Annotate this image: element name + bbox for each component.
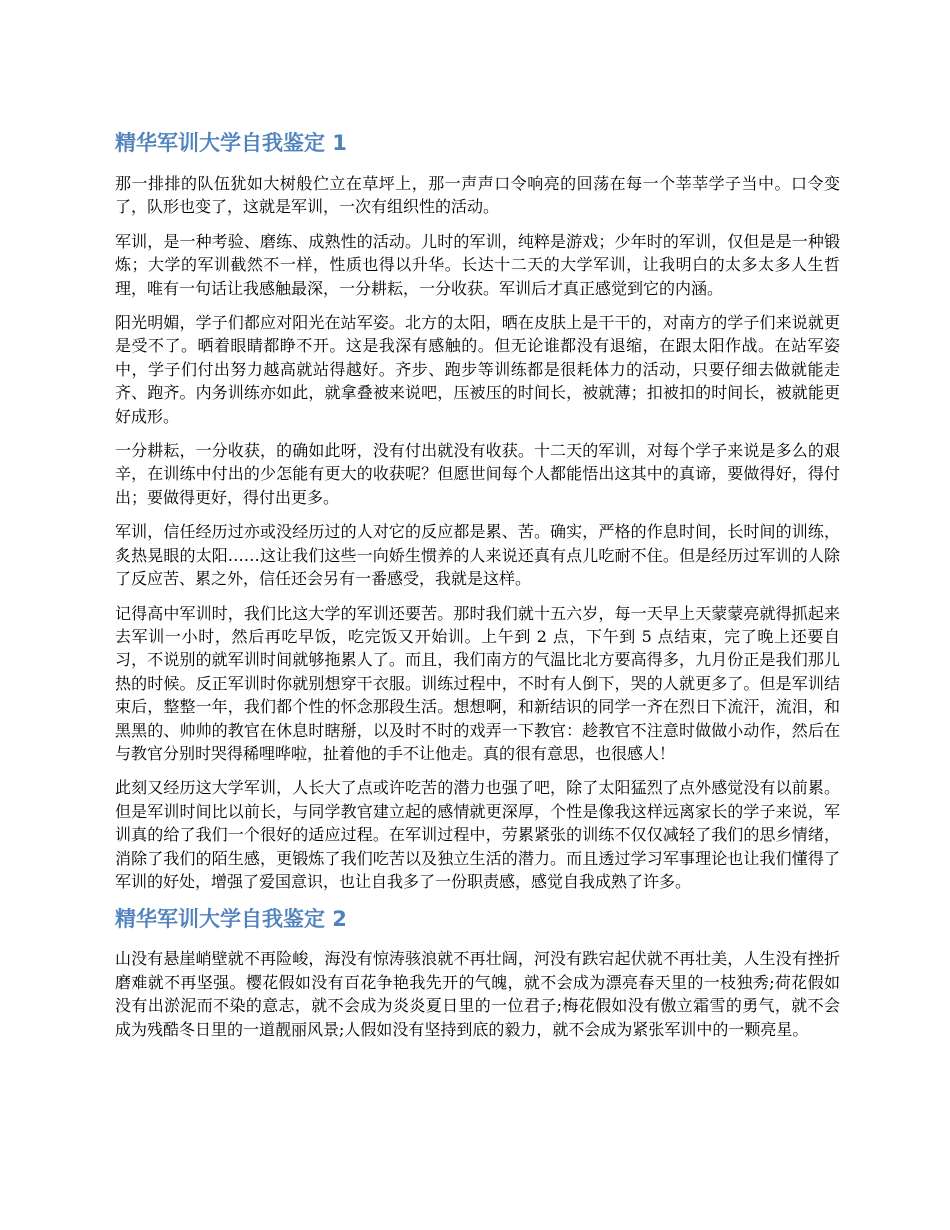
document-page xyxy=(115,128,840,1052)
paragraph: 一分耕耘，一分收获，的确如此呀，没有付出就没有收获。十二天的军训，对每个学子来说是多么的艰辛，在训练中付出的少怎能有更大的收获呢？但愿世间每个人都能悟出这其中的真谛，要做得好，得付出；要做得更好，得付出更多。 xyxy=(115,441,840,507)
paragraph: 军训，是一种考验、磨练、成熟性的活动。儿时的军训，纯粹是游戏；少年时的军训，仅但是是一种锻炼；大学的军训截然不一样，性质也得以升华。长达十二天的大学军训，让我明白的太多太多人生哲理，唯有一句话让我感触最深，一分耕耘，一分收获。军训后才真正感觉到它的内涵。 xyxy=(115,231,840,298)
paragraph: 军训，信任经历过亦或没经历过的人对它的反应都是累、苦。确实，严格的作息时间，长时间的训练，炙热晃眼的太阳……这让我们这些一向娇生惯养的人来说还真有点儿吃耐不住。但是经历过军训的人除了反应苦、累之外，信任还会另有一番感受，我就是这样。 xyxy=(115,522,840,589)
paragraph: 那一排排的队伍犹如大树般伫立在草坪上，那一声声口令响亮的回荡在每一个莘莘学子当中。口令变了，队形也变了，这就是军训，一次有组织性的活动。 xyxy=(115,174,840,217)
section-title: 精华军训大学自我鉴定 2 xyxy=(115,907,347,932)
section-title: 精华军训大学自我鉴定 1 xyxy=(115,131,347,155)
paragraph: 此刻又经历这大学军训，人长大了点或许吃苦的潜力也强了吧，除了太阳猛烈了点外感觉没有以前累。但是军训时间比以前长，与同学教官建立起的感情就更深厚，个性是像我这样远离家长的学子来说，军训真的给了我们一个很好的适应过程。在军训过程中，劳累紧张的训练不仅仅减轻了我们的思乡情绪，消除了我们的陌生感，更锻炼了我们吃苦以及独立生活的潜力。而且透过学习军事理论也让我们懂得了军训的好处，增强了爱国意识，也让自我多了一份职责感，感觉自我成熟了许多。 xyxy=(115,778,840,891)
paragraph: 记得高中军训时，我们比这大学的军训还要苦。那时我们就十五六岁，每一天早上天蒙蒙亮就得抓起来去军训一小时，然后再吃早饭，吃完饭又开始训。上午到 2 点，下午到 5 点结束，完了晚上还要自习，不说别的就军训时间就够拖累人了。而且，我们南方的气温比北方要高得多，九月份正是我们那儿热的时候。反正军训时你就别想穿干衣服。训练过程中，不时有人倒下，哭的人就更多了。但是军训结束后，整整一年，我们都个性的怀念那段生活。想想啊，和新结识的同学一齐在烈日下流汗，流泪，和黑黑的、帅帅的教官在休息时瞎掰，以及时不时的戏弄一下教官：趁教官不注意时做做小动作，然后在与教官分别时哭得稀哩哗啦，扯着他的手不让他走。真的很有意思，也很感人！ xyxy=(115,603,840,763)
paragraph: 阳光明媚，学子们都应对阳光在站军姿。北方的太阳，晒在皮肤上是干干的，对南方的学子们来说就更是受不了。晒着眼睛都睁不开。这是我深有感触的。但无论谁都没有退缩，在跟太阳作战。在站军姿中，学子们付出努力越高就站得越好。齐步、跑步等训练都是很耗体力的活动，只要仔细去做就能走齐、跑齐。内务训练亦如此，就拿叠被来说吧，压被压的时间长，被就薄；扣被扣的时间长，被就能更好成形。 xyxy=(115,313,840,426)
paragraph: 山没有悬崖峭壁就不再险峻，海没有惊涛骇浪就不再壮阔，河没有跌宕起伏就不再壮美，人生没有挫折磨难就不再坚强。樱花假如没有百花争艳我先开的气魄，就不会成为漂亮春天里的一枝独秀;荷花假如没有出淤泥而不染的意志，就不会成为炎炎夏日里的一位君子;梅花假如没有傲立霜雪的勇气，就不会成为残酷冬日里的一道靓丽风景;人假如没有坚持到底的毅力，就不会成为紧张军训中的一颗亮星。 xyxy=(115,949,840,1039)
